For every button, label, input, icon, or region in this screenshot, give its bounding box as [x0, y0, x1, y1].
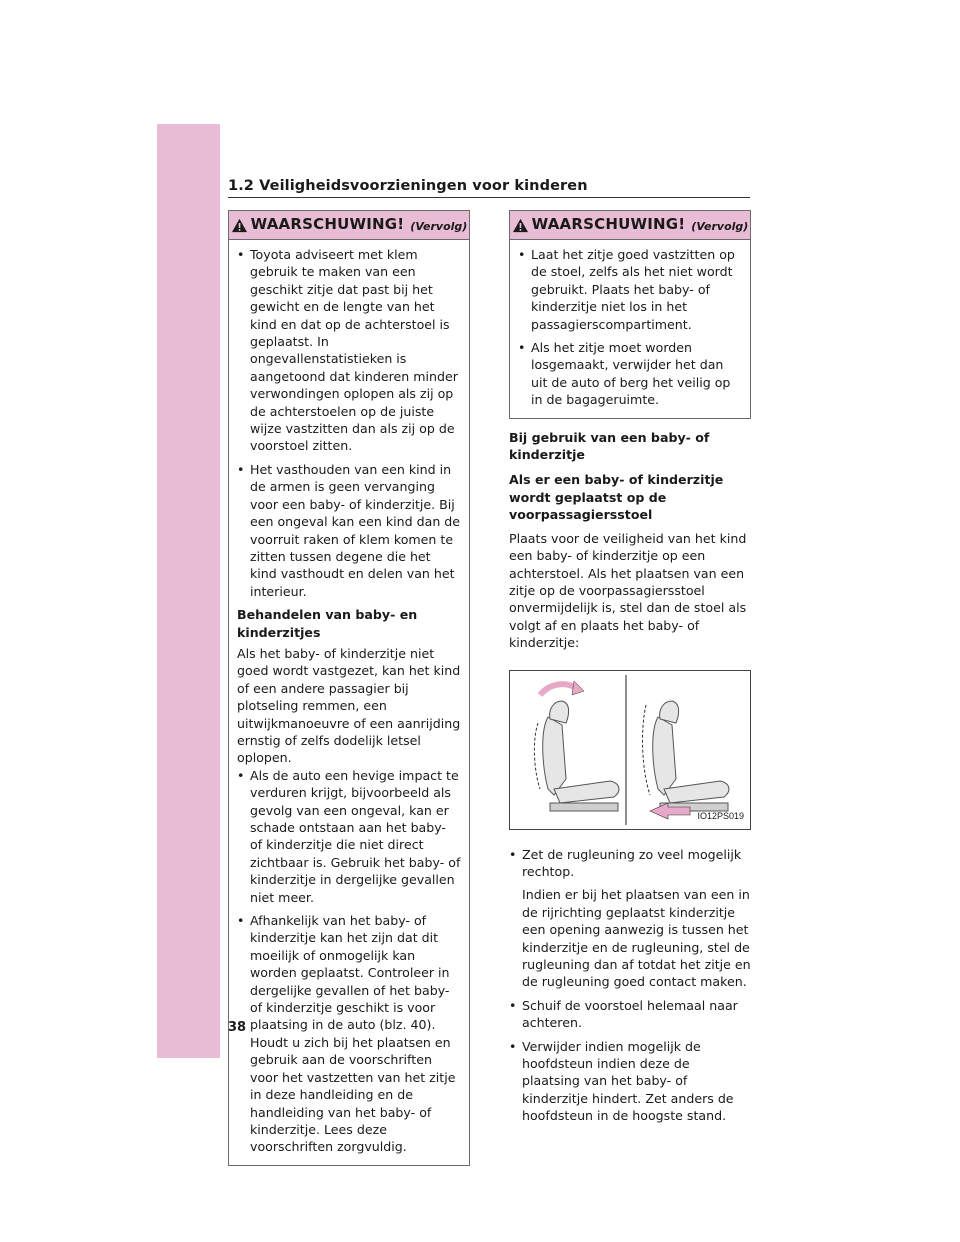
- page-number: 38: [228, 1020, 247, 1035]
- list-item: • Toyota adviseert met klem gebruik te maken van een geschikt zitje dat past bij het gewicht en de lengte van het kind en dat op de achterstoel is geplaatst. In ongevallenstatistieken is aangetoond dat kinderen minder verwondingen oplopen als zij op de achterstoelen op de juiste wijze vastzitten dan als zij op de voorstoel zitten.: [237, 246, 461, 455]
- heading-2: Als er een baby- of kinderzitje wordt geplaatst op de voorpassagiersstoel: [509, 472, 724, 523]
- list-item-text: • Zet de rugleuning zo veel mogelijk rechtop.: [522, 846, 742, 879]
- warning-title: WAARSCHUWING!: [250, 215, 405, 234]
- warning-header: [229, 211, 469, 240]
- paragraph: Als het baby- of kinderzitje niet goed wordt vastgezet, kan het kind of een andere passagier bij plotseling remmen, een uitwijkmanoeuvre of een aanrijding ernstig of zelfs dodelijk letsel oplopen.: [237, 645, 461, 766]
- chapter-tab-strip: [157, 124, 220, 1058]
- warning-box-left: [228, 210, 470, 1166]
- seat-right: [653, 701, 729, 811]
- list-item-note: Indien er bij het plaatsen van een in de rijrichting geplaatst kinderzitje een opening aanwezig is tussen het kinderzitje en de rugleuning, stel de rugleuning dan af totdat het zitje en de rugleuning goed contact maken.: [522, 887, 751, 990]
- list-item: • Als het zitje moet worden losgemaakt, verwijder het dan uit de auto of berg het veilig op in de bagageruimte.: [518, 339, 742, 409]
- warning-body: [510, 240, 750, 418]
- warning-triangle-icon: [231, 218, 248, 233]
- warning-header: [510, 211, 750, 240]
- list-item: • Schuif de voorstoel helemaal naar achteren.: [509, 997, 751, 1032]
- paragraph: Plaats voor de veiligheid van het kind een baby- of kinderzitje op een achterstoel. Als het plaatsen van een zitje op de voorpassagiersstoel onvermijdelijk is, stel dan de stoel als volgt af en plaats het baby- of kinderzitje:: [509, 530, 747, 651]
- warning-continued: (Vervolg): [691, 219, 749, 233]
- right-column: [509, 210, 751, 1131]
- left-column: [228, 210, 470, 1166]
- subheading: Behandelen van baby- en kinderzitjes: [237, 607, 418, 640]
- warning-list: [237, 246, 461, 600]
- seat-illustration: [510, 671, 750, 829]
- list-item: [509, 846, 751, 991]
- warning-title: WAARSCHUWING!: [531, 215, 686, 234]
- warning-body: [229, 240, 469, 1165]
- section-title: 1.2 Veiligheidsvoorzieningen voor kinderen: [228, 178, 750, 198]
- warning-list-2: [237, 767, 461, 1156]
- seat-adjustment-figure: [509, 670, 751, 830]
- list-item: • Het vasthouden van een kind in de armen is geen vervanging voor een baby- of kinderzitje. Bij een ongeval kan een kind dan de voorruit raken of klem komen te zitten tussen degene die het kind vasthoudt en delen van het interieur.: [237, 461, 461, 600]
- warning-box-right: [509, 210, 751, 419]
- figure-code: IO12PS019: [697, 811, 744, 822]
- list-item: • Verwijder indien mogelijk de hoofdsteun indien deze de plaatsing van het baby- of kinderzitje hindert. Zet anders de hoofdsteun in de hoogste stand.: [509, 1038, 751, 1125]
- seat-left: [543, 701, 619, 811]
- list-item: • Laat het zitje goed vastzitten op de stoel, zelfs als het niet wordt gebruikt. Plaats het baby- of kinderzitje niet los in het passagierscompartiment.: [518, 246, 742, 333]
- warning-list: [518, 246, 742, 409]
- list-item: • Afhankelijk van het baby- of kinderzitje kan het zijn dat dit moeilijk of onmogelijk kan worden geplaatst. Controleer in dergelijke gevallen of het baby- of kinderzitje geschikt is voor plaatsing in de auto (blz. 40). Houdt u zich bij het plaatsen en gebruik aan de voorschriften voor het vastzetten van het zitje in deze handleiding en de handleiding van het baby- of kinderzitje. Lees deze voorschriften zorgvuldig.: [237, 912, 461, 1156]
- adjustment-list: [509, 846, 751, 1125]
- warning-triangle-icon: [512, 218, 529, 233]
- list-item: • Als de auto een hevige impact te verduren krijgt, bijvoorbeeld als gevolg van een ongeval, kan er schade ontstaan aan het baby- of kinderzitje die niet direct zichtbaar is. Gebruik het baby- of kinderzitje in dergelijke gevallen niet meer.: [237, 767, 461, 906]
- warning-continued: (Vervolg): [410, 219, 468, 233]
- heading-1: Bij gebruik van een baby- of kinderzitje: [509, 429, 710, 463]
